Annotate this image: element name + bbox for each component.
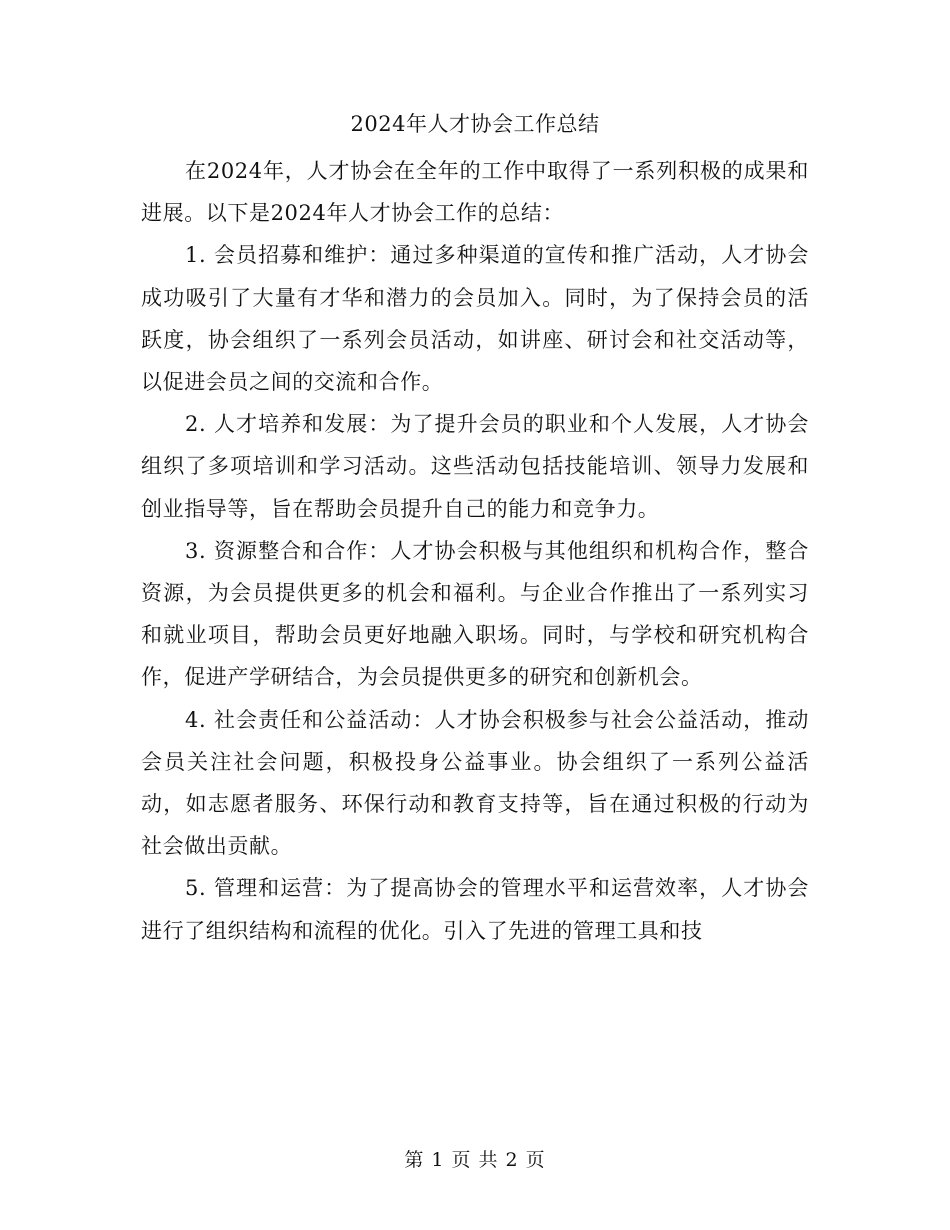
page-number: 第 1 页 共 2 页: [404, 1149, 546, 1171]
section-management-operations: 5. 管理和运营：为了提高协会的管理水平和运营效率，人才协会进行了组织结构和流程的优化。引入了先进的管理工具和技: [141, 876, 809, 943]
section-talent-development: 2. 人才培养和发展：为了提升会员的职业和个人发展，人才协会组织了多项培训和学习活动。这些活动包括技能培训、领导力发展和创业指导等，旨在帮助会员提升自己的能力和竞争力。: [141, 412, 809, 521]
document-title: 2024年人才协会工作总结: [350, 112, 600, 136]
section-social-responsibility: 4. 社会责任和公益活动：人才协会积极参与社会公益活动，推动会员关注社会问题，积极投身公益事业。协会组织了一系列公益活动，如志愿者服务、环保行动和教育支持等，旨在通过积极的行动为社会做出贡献。: [141, 707, 809, 859]
section-resource-integration: 3. 资源整合和合作：人才协会积极与其他组织和机构合作，整合资源，为会员提供更多的机会和福利。与企业合作推出了一系列实习和就业项目，帮助会员更好地融入职场。同时，与学校和研究机构合作，促进产学研结合，为会员提供更多的研究和创新机会。: [141, 538, 809, 690]
document-body: [141, 150, 809, 952]
intro-paragraph: 在2024年，人才协会在全年的工作中取得了一系列积极的成果和进展。以下是2024年人才协会工作的总结：: [141, 159, 809, 226]
section-member-recruitment: 1. 会员招募和维护：通过多种渠道的宣传和推广活动，人才协会成功吸引了大量有才华和潜力的会员加入。同时，为了保持会员的活跃度，协会组织了一系列会员活动，如讲座、研讨会和社交活动等，以促进会员之间的交流和合作。: [141, 243, 809, 395]
